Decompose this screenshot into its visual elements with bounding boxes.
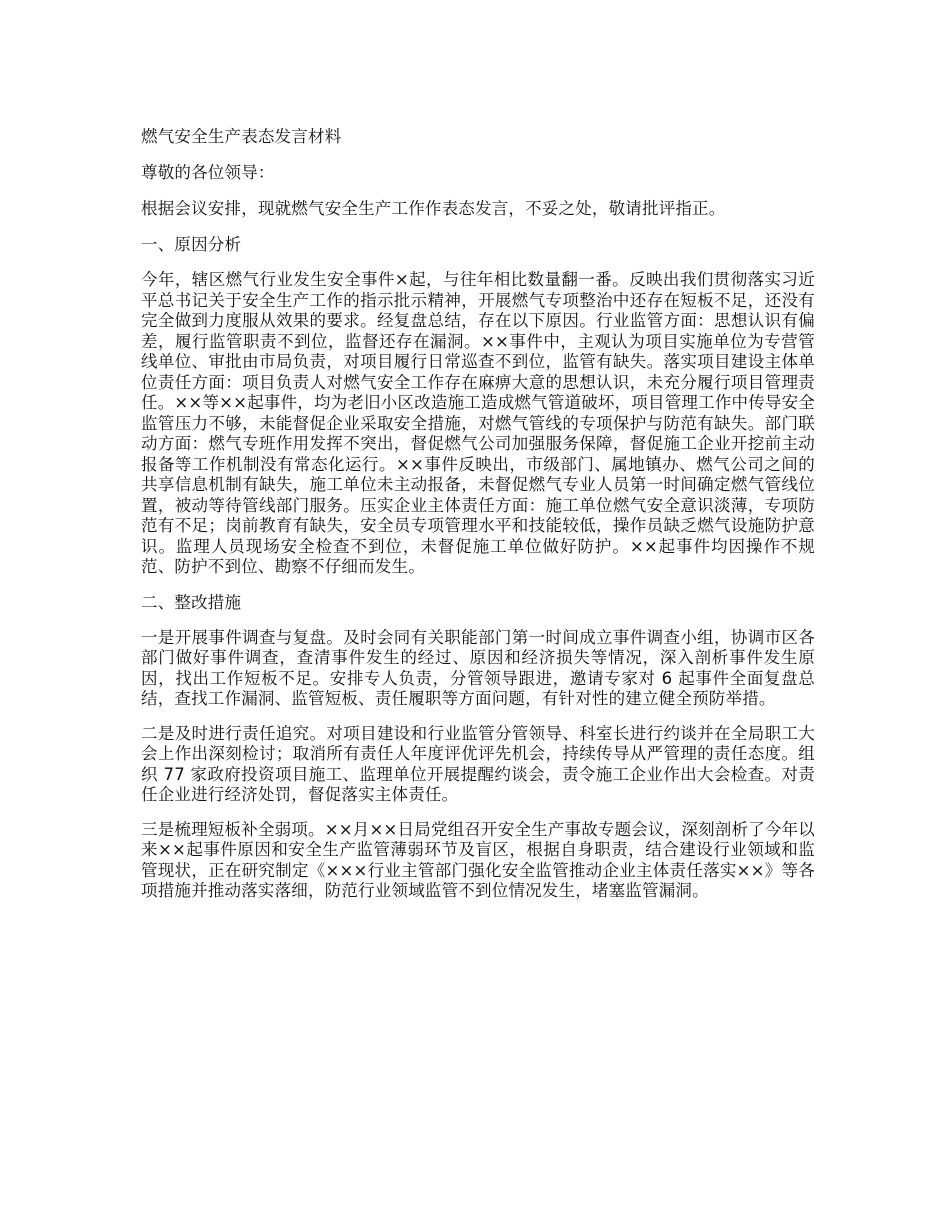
rectification-paragraph-2: 二是及时进行责任追究。对项目建设和行业监管分管领导、科室长进行约谈并在全局职工大会上作出深刻检讨；取消所有责任人年度评优评先机会，持续传导从严管理的责任态度。组织 77 家政府投资项目施工、监理单位开展提醒约谈会，责令施工企业作出大会检查。对责任企业进行经济处罚，督促落实主体责任。	[141, 723, 815, 804]
intro-paragraph: 根据会议安排，现就燃气安全生产工作作表态发言，不妥之处，敬请批评指正。	[141, 199, 726, 218]
document-page	[141, 126, 815, 916]
salutation: 尊敬的各位领导：	[141, 163, 275, 182]
rectification-paragraph-3: 三是梳理短板补全弱项。××月××日局党组召开安全生产事故专题会议，深刻剖析了今年以来××起事件原因和安全生产监管薄弱环节及盲区，根据自身职责，结合建设行业领域和监管现状，正在研究制定《×××行业主管部门强化安全监管推动企业主体责任落实××》等各项措施并推动落实落细，防范行业领域监管不到位情况发生，堵塞监管漏洞。	[141, 819, 816, 900]
cause-analysis-paragraph: 今年，辖区燃气行业发生安全事件×起，与往年相比数量翻一番。反映出我们贯彻落实习近平总书记关于安全生产工作的指示批示精神，开展燃气专项整治中还存在短板不足，还没有完全做到力度服从效果的要求。经复盘总结，存在以下原因。行业监管方面：思想认识有偏差，履行监管职责不到位，监督还存在漏洞。××事件中，主观认为项目实施单位为专营管线单位、审批由市局负责，对项目履行日常巡查不到位，监管有缺失。落实项目建设主体单位责任方面：项目负责人对燃气安全工作存在麻痹大意的思想认识，未充分履行项目管理责任。××等××起事件，均为老旧小区改造施工造成燃气管道破坏，项目管理工作中传导安全监管压力不够，未能督促企业采取安全措施，对燃气管线的专项保护与防范有缺失。部门联动方面：燃气专班作用发挥不突出，督促燃气公司加强服务保障，督促施工企业开挖前主动报备等工作机制没有常态化运行。××事件反映出，市级部门、属地镇办、燃气公司之间的共享信息机制有缺失，施工单位未主动报备，未督促燃气专业人员第一时间确定燃气管线位置，被动等待管线部门服务。压实企业主体责任方面：施工单位燃气安全意识淡薄，专项防范有不足；岗前教育有缺失，安全员专项管理水平和技能较低，操作员缺乏燃气设施防护意识。监理人员现场安全检查不到位，未督促施工单位做好防护。××起事件均因操作不规范、防护不到位、勘察不仔细而发生。	[141, 270, 816, 576]
section-heading-cause-analysis: 一、原因分析	[141, 235, 242, 254]
rectification-paragraph-1: 一是开展事件调查与复盘。及时会同有关职能部门第一时间成立事件调查小组，协调市区各部门做好事件调查，查清事件发生的经过、原因和经济损失等情况，深入剖析事件发生原因，找出工作短板不足。安排专人负责，分管领导跟进，邀请专家对 6 起事件全面复盘总结，查找工作漏洞、监管短板、责任履职等方面问题，有针对性的建立健全预防举措。	[141, 627, 815, 708]
section-heading-rectification: 二、整改措施	[141, 592, 242, 612]
document-title: 燃气安全生产表态发言材料	[141, 127, 342, 146]
